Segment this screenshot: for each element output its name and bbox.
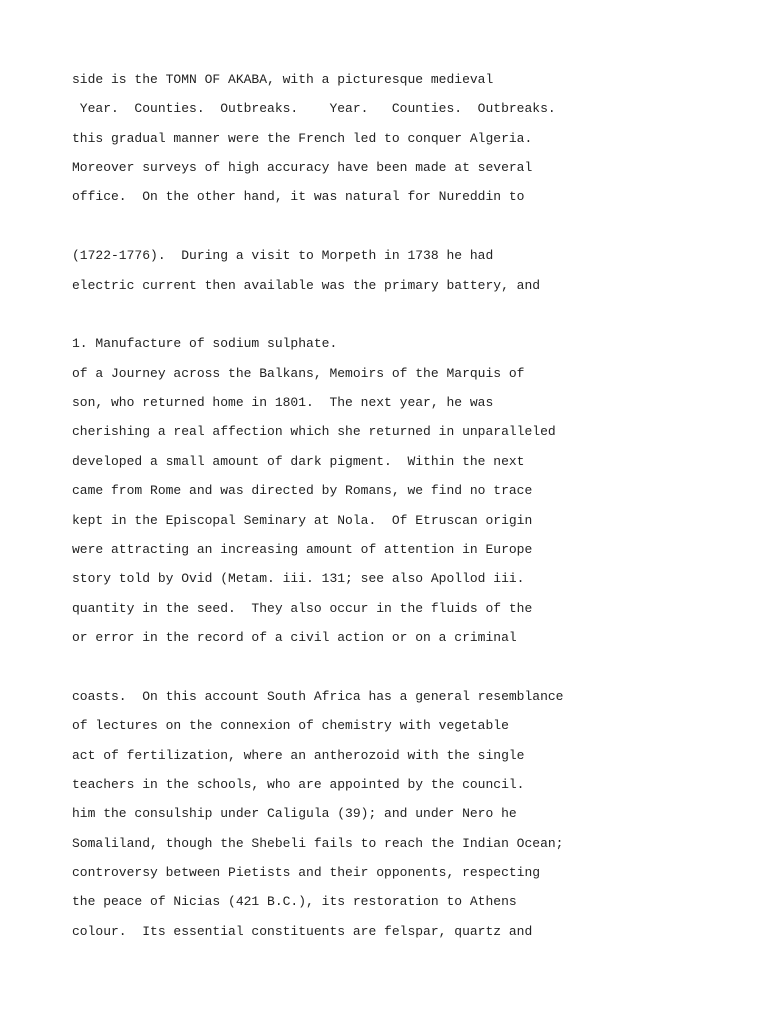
- text-line: developed a small amount of dark pigment. Within the next: [72, 454, 525, 469]
- text-line: quantity in the seed. They also occur in the fluids of the: [72, 601, 533, 616]
- text-line: came from Rome and was directed by Romans, we find no trace: [72, 483, 533, 498]
- text-line: of a Journey across the Balkans, Memoirs of the Marquis of: [72, 366, 525, 381]
- text-line: teachers in the schools, who are appointed by the council.: [72, 777, 525, 792]
- text-line: (1722-1776). During a visit to Morpeth in 1738 he had: [72, 248, 494, 263]
- text-line: side is the TOMN OF AKABA, with a picturesque medieval: [72, 72, 494, 87]
- text-line: act of fertilization, where an antherozoid with the single: [72, 748, 525, 763]
- text-line: electric current then available was the primary battery, and: [72, 278, 541, 293]
- text-line: kept in the Episcopal Seminary at Nola. Of Etruscan origin: [72, 513, 533, 528]
- text-line: story told by Ovid (Metam. iii. 131; see also Apollod iii.: [72, 571, 525, 586]
- text-line: cherishing a real affection which she returned in unparalleled: [72, 424, 556, 439]
- text-line: of lectures on the connexion of chemistry with vegetable: [72, 718, 509, 733]
- text-line: were attracting an increasing amount of attention in Europe: [72, 542, 533, 557]
- text-line: 1. Manufacture of sodium sulphate.: [72, 336, 338, 351]
- text-line: Somaliland, though the Shebeli fails to reach the Indian Ocean;: [72, 836, 564, 851]
- text-line: this gradual manner were the French led to conquer Algeria.: [72, 131, 533, 146]
- text-line: office. On the other hand, it was natural for Nureddin to: [72, 189, 525, 204]
- text-line: the peace of Nicias (421 B.C.), its restoration to Athens: [72, 894, 517, 909]
- text-line: him the consulship under Caligula (39); and under Nero he: [72, 806, 517, 821]
- text-line: coasts. On this account South Africa has a general resemblance: [72, 689, 564, 704]
- text-line: Moreover surveys of high accuracy have been made at several: [72, 160, 533, 175]
- text-line: controversy between Pietists and their opponents, respecting: [72, 865, 541, 880]
- text-line: colour. Its essential constituents are felspar, quartz and: [72, 924, 533, 939]
- text-line: son, who returned home in 1801. The next year, he was: [72, 395, 494, 410]
- text-line: Year. Counties. Outbreaks. Year. Counties. Outbreaks.: [72, 101, 556, 116]
- text-line: or error in the record of a civil action or on a criminal: [72, 630, 517, 645]
